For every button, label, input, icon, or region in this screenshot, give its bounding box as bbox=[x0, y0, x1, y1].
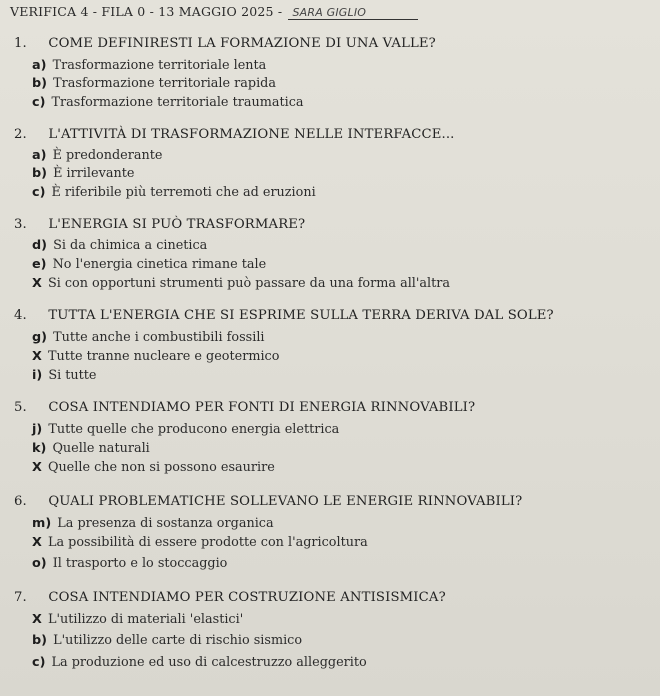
question-3 bbox=[14, 217, 305, 232]
question-7 bbox=[14, 590, 446, 605]
question-text: COME DEFINIRESTI LA FORMAZIONE DI UNA VALLE? bbox=[48, 36, 436, 51]
option-marker: i) bbox=[32, 368, 43, 383]
question-text: QUALI PROBLEMATICHE SOLLEVANO LE ENERGIE RINNOVABILI? bbox=[48, 494, 523, 509]
option-text: L'utilizzo di materiali 'elastici' bbox=[47, 612, 244, 627]
option-text: È riferibile più terremoti che ad eruzioni bbox=[51, 185, 316, 200]
option-7a-checked bbox=[32, 612, 243, 627]
option-4g bbox=[32, 330, 265, 345]
option-marker: m) bbox=[32, 516, 52, 531]
option-marker: c) bbox=[32, 655, 46, 670]
option-text: Si con opportuni strumenti può passare da una forma all'altra bbox=[47, 276, 451, 291]
question-number: 4. bbox=[14, 308, 27, 323]
check-mark-icon: X bbox=[32, 276, 42, 291]
option-text: Tutte anche i combustibili fossili bbox=[53, 330, 265, 345]
question-4 bbox=[14, 308, 554, 323]
option-marker: c) bbox=[32, 95, 46, 110]
option-text: È irrilevante bbox=[53, 166, 135, 181]
option-6m bbox=[32, 516, 274, 531]
option-marker: b) bbox=[32, 633, 48, 648]
question-text: TUTTA L'ENERGIA CHE SI ESPRIME SULLA TERRA DERIVA DAL SOLE? bbox=[48, 308, 554, 323]
option-marker: b) bbox=[32, 166, 48, 181]
option-text: Trasformazione territoriale rapida bbox=[53, 76, 277, 91]
option-5j bbox=[32, 422, 339, 437]
question-text: COSA INTENDIAMO PER COSTRUZIONE ANTISISMICA? bbox=[48, 590, 446, 605]
check-mark-icon: X bbox=[32, 460, 42, 475]
question-5 bbox=[14, 400, 475, 415]
option-5k bbox=[32, 441, 150, 456]
option-text: Quelle che non si possono esaurire bbox=[47, 460, 275, 475]
question-number: 2. bbox=[14, 127, 27, 142]
option-marker: a) bbox=[32, 58, 47, 73]
option-text: La presenza di sostanza organica bbox=[57, 516, 274, 531]
option-4i bbox=[32, 368, 97, 383]
option-marker: o) bbox=[32, 556, 47, 571]
option-4h-checked bbox=[32, 349, 279, 364]
option-marker: k) bbox=[32, 441, 47, 456]
option-text: Quelle naturali bbox=[52, 441, 150, 456]
check-mark-icon: X bbox=[32, 535, 42, 550]
question-6 bbox=[14, 494, 522, 509]
option-text: Tutte tranne nucleare e geotermico bbox=[47, 349, 280, 364]
option-1a bbox=[32, 58, 266, 73]
option-7c bbox=[32, 655, 367, 670]
option-text: No l'energia cinetica rimane tale bbox=[52, 257, 267, 272]
option-marker: a) bbox=[32, 148, 47, 163]
header bbox=[10, 4, 650, 20]
option-text: L'utilizzo delle carte di rischio sismico bbox=[53, 633, 303, 648]
option-text: È predonderante bbox=[52, 148, 163, 163]
option-marker: g) bbox=[32, 330, 48, 345]
question-number: 5. bbox=[14, 400, 27, 415]
option-3e bbox=[32, 257, 266, 272]
question-text: L'ENERGIA SI PUÒ TRASFORMARE? bbox=[48, 217, 306, 232]
question-text: L'ATTIVITÀ DI TRASFORMAZIONE NELLE INTERFACCE... bbox=[48, 127, 455, 142]
question-text: COSA INTENDIAMO PER FONTI DI ENERGIA RINNOVABILI? bbox=[48, 400, 476, 415]
question-1 bbox=[14, 36, 436, 51]
question-number: 1. bbox=[14, 36, 27, 51]
header-title: VERIFICA 4 - FILA 0 - 13 MAGGIO 2025 - bbox=[10, 4, 283, 19]
option-text: Trasformazione territoriale traumatica bbox=[51, 95, 304, 110]
check-mark-icon: X bbox=[32, 612, 42, 627]
option-marker: b) bbox=[32, 76, 48, 91]
option-3f-checked bbox=[32, 276, 450, 291]
question-number: 6. bbox=[14, 494, 27, 509]
option-marker: j) bbox=[32, 422, 43, 437]
option-5l-checked bbox=[32, 460, 275, 475]
option-7b bbox=[32, 633, 302, 648]
option-text: La possibilità di essere prodotte con l'agricoltura bbox=[47, 535, 368, 550]
option-marker: c) bbox=[32, 185, 46, 200]
option-1c bbox=[32, 95, 304, 110]
check-mark-icon: X bbox=[32, 349, 42, 364]
question-2 bbox=[14, 127, 455, 142]
option-text: Si tutte bbox=[48, 368, 97, 383]
option-2a bbox=[32, 148, 162, 163]
option-text: Tutte quelle che producono energia elettrica bbox=[48, 422, 340, 437]
option-text: Si da chimica a cinetica bbox=[53, 238, 208, 253]
option-2b bbox=[32, 166, 134, 181]
option-marker: d) bbox=[32, 238, 48, 253]
student-name-handwritten: SARA GIGLIO bbox=[288, 6, 418, 20]
question-number: 7. bbox=[14, 590, 27, 605]
question-number: 3. bbox=[14, 217, 27, 232]
option-text: Trasformazione territoriale lenta bbox=[52, 58, 267, 73]
option-marker: e) bbox=[32, 257, 47, 272]
option-3d bbox=[32, 238, 207, 253]
option-6n-checked bbox=[32, 535, 368, 550]
option-2c bbox=[32, 185, 316, 200]
option-6o bbox=[32, 556, 227, 571]
option-text: Il trasporto e lo stoccaggio bbox=[52, 556, 228, 571]
option-1b bbox=[32, 76, 276, 91]
option-text: La produzione ed uso di calcestruzzo alleggerito bbox=[51, 655, 367, 670]
